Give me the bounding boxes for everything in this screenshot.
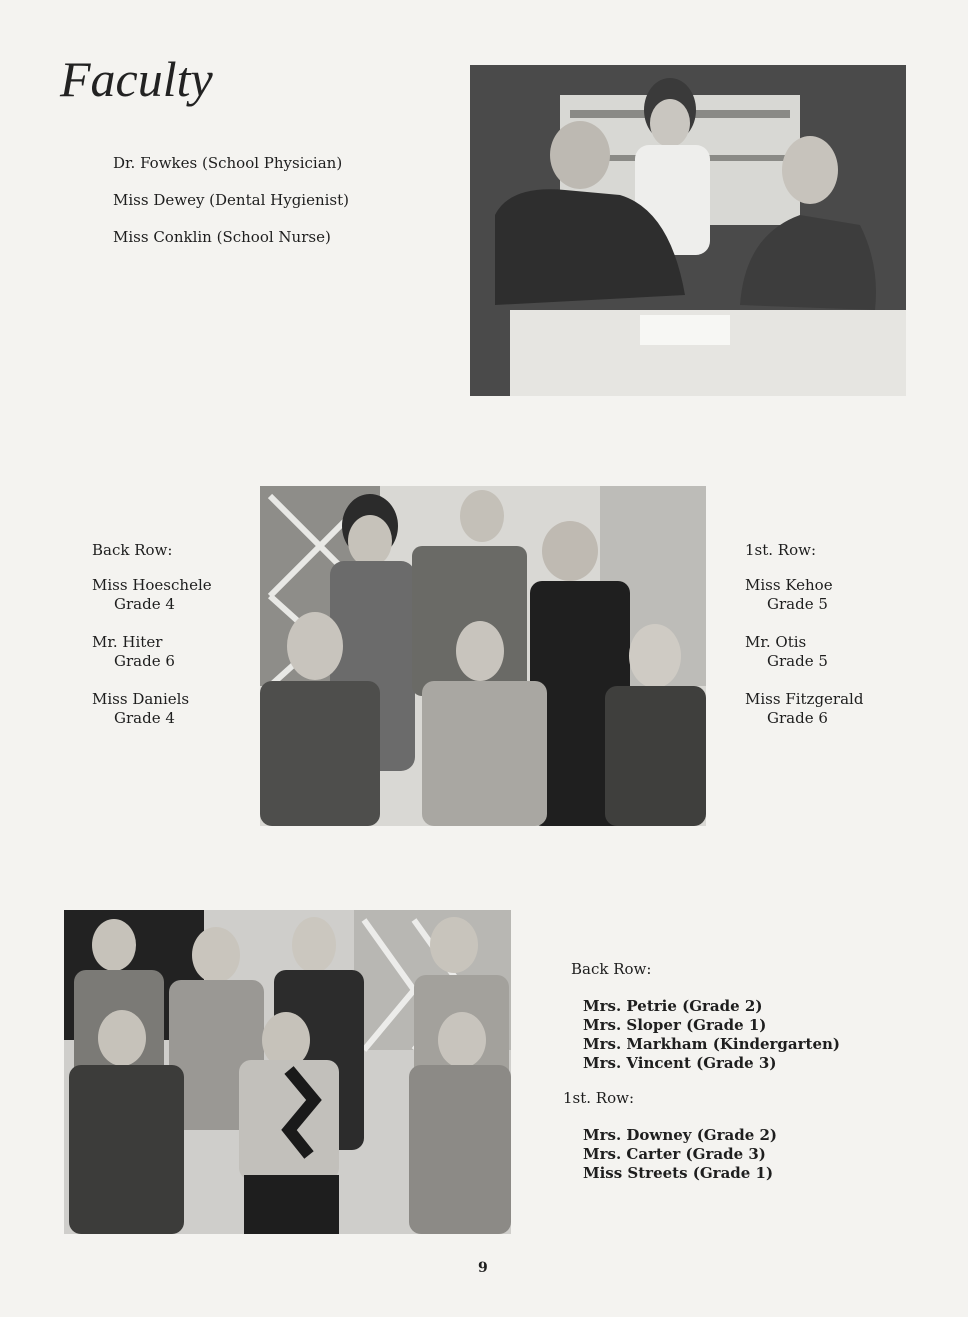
- list-item: Mrs. Carter (Grade 3): [583, 1145, 766, 1163]
- list-item: Mrs. Vincent (Grade 3): [583, 1054, 777, 1072]
- person-name: Miss Daniels: [92, 690, 190, 708]
- person-grade: Grade 5: [767, 652, 828, 670]
- page-number: 9: [478, 1260, 488, 1276]
- list-item: [745, 633, 863, 671]
- row-heading: Back Row:: [92, 541, 173, 559]
- list-item: [92, 633, 212, 671]
- group2-left-caption: [92, 541, 212, 747]
- list-item: [745, 690, 863, 728]
- person-grade: Grade 4: [114, 595, 175, 613]
- list-item: Miss Conklin (School Nurse): [113, 228, 331, 246]
- person-grade: Grade 6: [114, 652, 175, 670]
- list-item: Dr. Fowkes (School Physician): [113, 154, 343, 172]
- group2-photo: [260, 486, 706, 826]
- list-item: Mrs. Sloper (Grade 1): [583, 1016, 767, 1034]
- page-title: Faculty: [60, 51, 213, 107]
- list-item: Mrs. Petrie (Grade 2): [583, 997, 763, 1015]
- person-grade: Grade 4: [114, 709, 175, 727]
- list-item: Mrs. Downey (Grade 2): [583, 1126, 778, 1144]
- person-name: Miss Hoeschele: [92, 576, 212, 594]
- person-name: Miss Fitzgerald: [745, 690, 864, 708]
- group3-caption: [563, 960, 840, 1183]
- health-staff-list: [113, 154, 349, 265]
- health-staff-photo: [470, 65, 906, 396]
- list-item: [92, 576, 212, 614]
- group3-photo: [64, 910, 511, 1234]
- group2-right-caption: [745, 541, 863, 747]
- person-name: Miss Kehoe: [745, 576, 833, 594]
- person-grade: Grade 5: [767, 595, 828, 613]
- person-grade: Grade 6: [767, 709, 828, 727]
- person-name: Mr. Otis: [745, 633, 807, 651]
- row-heading: 1st. Row:: [745, 541, 817, 559]
- list-item: [92, 690, 212, 728]
- row-heading: 1st. Row:: [563, 1089, 635, 1107]
- list-item: Miss Dewey (Dental Hygienist): [113, 191, 350, 209]
- row-heading: Back Row:: [571, 960, 652, 978]
- person-name: Mr. Hiter: [92, 633, 163, 651]
- list-item: Miss Streets (Grade 1): [583, 1164, 774, 1182]
- list-item: [745, 576, 863, 614]
- list-item: Mrs. Markham (Kindergarten): [583, 1035, 840, 1053]
